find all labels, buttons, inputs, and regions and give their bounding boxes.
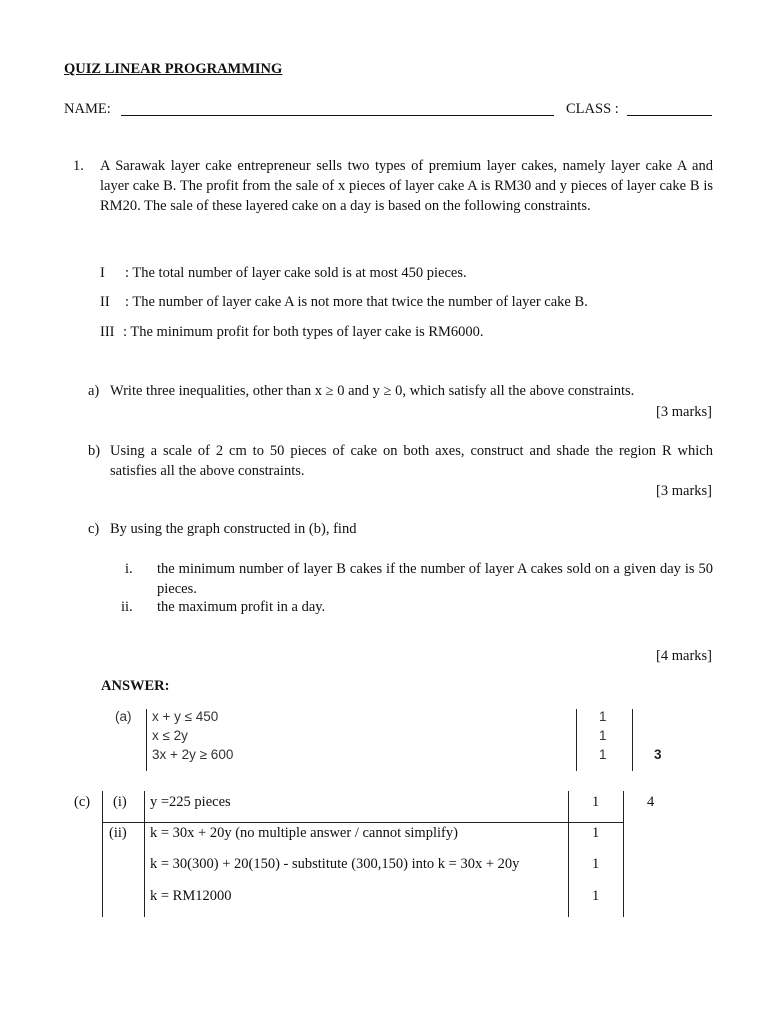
part-b-text: Using a scale of 2 cm to 50 pieces of cake on both axes, construct and shade the region R which satisfies all the above constraints. (110, 443, 713, 479)
part-c-text: By using the graph constructed in (b), find (110, 521, 357, 537)
answer-a-line-1: x + y ≤ 450 (152, 709, 219, 724)
answer-a-mark-3: 1 (599, 747, 607, 762)
table-rule-col3 (623, 791, 624, 917)
name-label: NAME: (64, 101, 111, 117)
part-c-item-ii-label: ii. (121, 599, 133, 615)
answer-a-marks-rule (576, 709, 577, 771)
name-blank-line (121, 103, 554, 116)
answer-a-label: (a) (115, 709, 132, 724)
part-c-item-i-label: i. (125, 561, 133, 577)
part-a-label: a) (88, 383, 100, 399)
table-rule-left (102, 791, 103, 917)
constraint-text-2: : The number of layer cake A is not more that twice the number of layer cake B. (125, 294, 588, 310)
question-intro: A Sarawak layer cake entrepreneur sells two types of premium layer cakes, namely layer cake A and layer cake B. The profit from the sale of x pieces of layer cake A is RM30 and y pieces of layer cake B is RM20. The sale of these layered cake on a day is based on the following constraints. (100, 158, 713, 214)
part-a-marks: [3 marks] (656, 404, 712, 420)
answer-c-i-label: (i) (113, 794, 127, 810)
question-number: 1. (73, 158, 84, 174)
constraint-label-1: I (100, 265, 105, 281)
part-a-text: Write three inequalities, other than x ≥ 0 and y ≥ 0, which satisfy all the above constraints. (110, 383, 635, 399)
answer-a-mark-2: 1 (599, 728, 607, 743)
answer-c-ii-mark-3: 1 (592, 888, 600, 904)
answer-c-ii-row-3: k = RM12000 (150, 888, 232, 904)
part-c-item-ii-text: the maximum profit in a day. (157, 599, 326, 615)
answer-a-left-rule (146, 709, 147, 771)
answer-c-i-mark: 1 (592, 794, 600, 810)
answer-c-ii-mark-1: 1 (592, 825, 600, 841)
class-blank-line (627, 103, 712, 116)
answer-c-ii-mark-2: 1 (592, 856, 600, 872)
answer-a-mark-1: 1 (599, 709, 607, 724)
answer-a-line-3: 3x + 2y ≥ 600 (152, 747, 234, 762)
constraint-text-3: : The minimum profit for both types of layer cake is RM6000. (123, 324, 484, 340)
constraint-label-3: III (100, 324, 115, 340)
page-title: QUIZ LINEAR PROGRAMMING (64, 61, 283, 77)
answer-c-ii-label: (ii) (109, 825, 127, 841)
table-rule-col2 (568, 791, 569, 917)
part-c-item-i-text: the minimum number of layer B cakes if the number of layer A cakes sold on a given day is 50 pieces. (157, 561, 713, 597)
answer-heading: ANSWER: (101, 678, 170, 694)
class-label: CLASS : (566, 101, 619, 117)
answer-c-i-text: y =225 pieces (150, 794, 231, 810)
answer-a-total: 3 (654, 747, 662, 762)
part-b-marks: [3 marks] (656, 483, 712, 499)
part-c-label: c) (88, 521, 100, 537)
answer-c-ii-row-2: k = 30(300) + 20(150) - substitute (300,150) into k = 30x + 20y (150, 856, 520, 872)
table-rule-col1 (144, 791, 145, 917)
constraint-text-1: : The total number of layer cake sold is at most 450 pieces. (125, 265, 467, 281)
constraint-label-2: II (100, 294, 110, 310)
part-b-label: b) (88, 443, 101, 459)
part-c-marks: [4 marks] (656, 648, 712, 664)
answer-c-total: 4 (647, 794, 655, 810)
answer-a-line-2: x ≤ 2y (152, 728, 188, 743)
answer-a-total-rule (632, 709, 633, 771)
answer-c-ii-row-1: k = 30x + 20y (no multiple answer / cannot simplify) (150, 825, 458, 841)
answer-c-label: (c) (74, 794, 91, 810)
